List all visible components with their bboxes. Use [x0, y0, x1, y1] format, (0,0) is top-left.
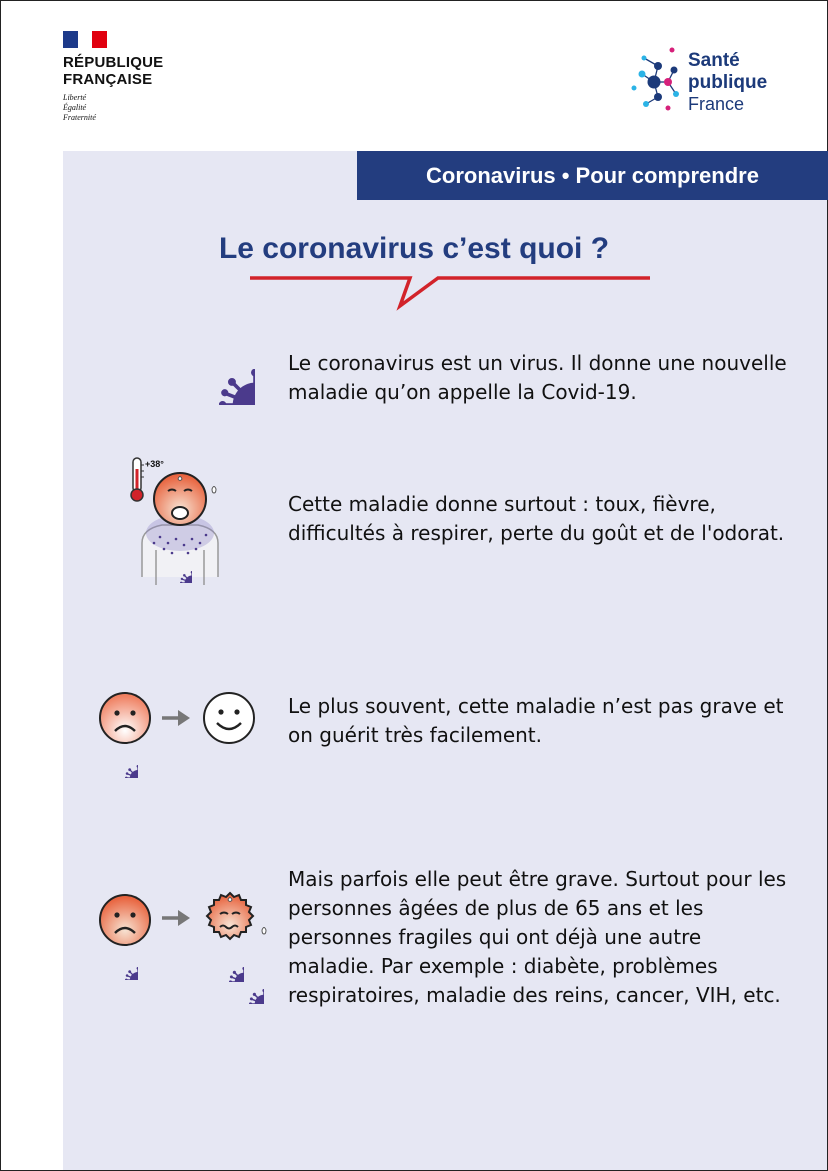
republic-name-line2: FRANÇAISE: [63, 71, 153, 88]
section-4-text: Mais parfois elle peut être grave. Surtout pour les personnes âgées de plus de 65 ans et les personnes fragiles qui ont déjà une autre maladie. Par exemple : diabète, problèmes respiratoires, maladie des reins, cancer, VIH, etc.: [288, 867, 787, 1007]
motto-egalite: Égalité: [63, 103, 87, 112]
arrow-icon: [162, 710, 190, 726]
molecule-icon: [630, 44, 686, 116]
feverish-face-icon: [207, 893, 266, 939]
arrow-icon: [162, 910, 190, 926]
partner-name-line1: Santé: [688, 50, 740, 71]
section-banner: Coronavirus • Pour comprendre: [357, 151, 828, 200]
republic-name-line1: RÉPUBLIQUE: [63, 54, 164, 71]
page-title: Le coronavirus c’est quoi ?: [218, 232, 610, 265]
partner-name-line3: France: [688, 94, 745, 114]
republique-francaise-logo: [63, 31, 163, 123]
virus-icon: [183, 333, 255, 405]
temperature-label: +38°: [145, 459, 164, 469]
republic-name: [63, 54, 163, 88]
marianne-flag-icon: [63, 31, 107, 48]
sick-person-icon: [124, 455, 234, 590]
motto-liberte: Liberté: [63, 93, 87, 102]
partner-name-line2: publique: [688, 72, 768, 93]
speech-underline-icon: [248, 270, 652, 312]
section-2-text: Cette maladie donne surtout : toux, fièvre, difficultés à respirer, perte du goût et de l'odorat.: [288, 492, 785, 545]
partner-name: [688, 50, 767, 114]
happy-face-icon: [204, 693, 254, 743]
motto-fraternite: Fraternité: [63, 113, 96, 122]
section-1-text: Le coronavirus est un virus. Il donne une nouvelle maladie qu’on appelle la Covid-19.: [288, 351, 787, 404]
recovery-icon: [96, 690, 260, 778]
motto: [63, 93, 163, 123]
severe-illness-icon: [96, 890, 272, 1006]
thermometer-icon: [131, 458, 144, 501]
section-3-text: Le plus souvent, cette maladie n’est pas grave et on guérit très facilement.: [288, 694, 784, 747]
sad-face-icon: [100, 895, 150, 945]
sad-face-icon: [100, 693, 150, 743]
